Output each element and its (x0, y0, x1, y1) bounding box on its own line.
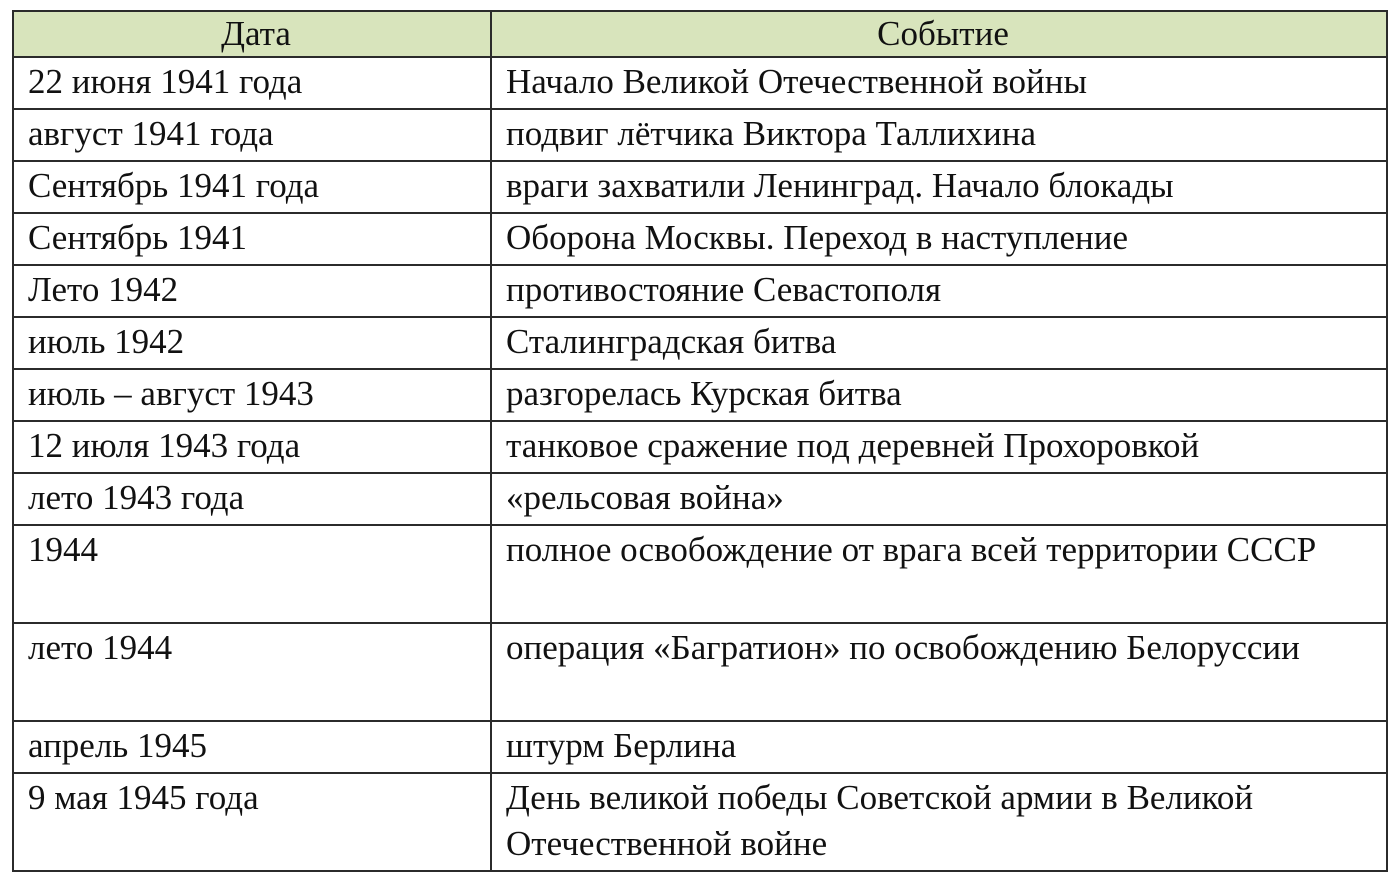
table-row (13, 773, 1387, 871)
table-row (13, 525, 1387, 623)
event-cell: штурм Берлина (491, 721, 1387, 773)
event-cell: полное освобождение от врага всей территории СССР (491, 525, 1387, 623)
event-cell: враги захватили Ленинград. Начало блокады (491, 161, 1387, 213)
table-row (13, 369, 1387, 421)
date-cell: апрель 1945 (13, 721, 491, 773)
date-cell: июль – август 1943 (13, 369, 491, 421)
table-row (13, 623, 1387, 721)
header-event: Событие (491, 11, 1387, 57)
date-cell: 12 июля 1943 года (13, 421, 491, 473)
date-cell: Сентябрь 1941 (13, 213, 491, 265)
table-row (13, 265, 1387, 317)
event-cell: разгорелась Курская битва (491, 369, 1387, 421)
date-cell: июль 1942 (13, 317, 491, 369)
events-table-container (12, 10, 1386, 872)
event-cell: Начало Великой Отечественной войны (491, 57, 1387, 109)
table-header-row (13, 11, 1387, 57)
date-cell: 22 июня 1941 года (13, 57, 491, 109)
date-cell: Лето 1942 (13, 265, 491, 317)
date-cell: лето 1944 (13, 623, 491, 721)
date-cell: август 1941 года (13, 109, 491, 161)
event-cell: операция «Багратион» по освобождению Белоруссии (491, 623, 1387, 721)
table-row (13, 421, 1387, 473)
table-row (13, 213, 1387, 265)
event-cell: танковое сражение под деревней Прохоровкой (491, 421, 1387, 473)
date-cell: Сентябрь 1941 года (13, 161, 491, 213)
table-row (13, 473, 1387, 525)
event-cell: подвиг лётчика Виктора Таллихина (491, 109, 1387, 161)
event-cell: противостояние Севастополя (491, 265, 1387, 317)
events-table (12, 10, 1388, 872)
header-date: Дата (13, 11, 491, 57)
date-cell: 9 мая 1945 года (13, 773, 491, 871)
table-row (13, 317, 1387, 369)
event-cell: Сталинградская битва (491, 317, 1387, 369)
date-cell: лето 1943 года (13, 473, 491, 525)
date-cell: 1944 (13, 525, 491, 623)
event-cell: «рельсовая война» (491, 473, 1387, 525)
event-cell: День великой победы Советской армии в Великой Отечественной войне (491, 773, 1387, 871)
table-row (13, 57, 1387, 109)
table-row (13, 721, 1387, 773)
table-row (13, 109, 1387, 161)
event-cell: Оборона Москвы. Переход в наступление (491, 213, 1387, 265)
table-row (13, 161, 1387, 213)
